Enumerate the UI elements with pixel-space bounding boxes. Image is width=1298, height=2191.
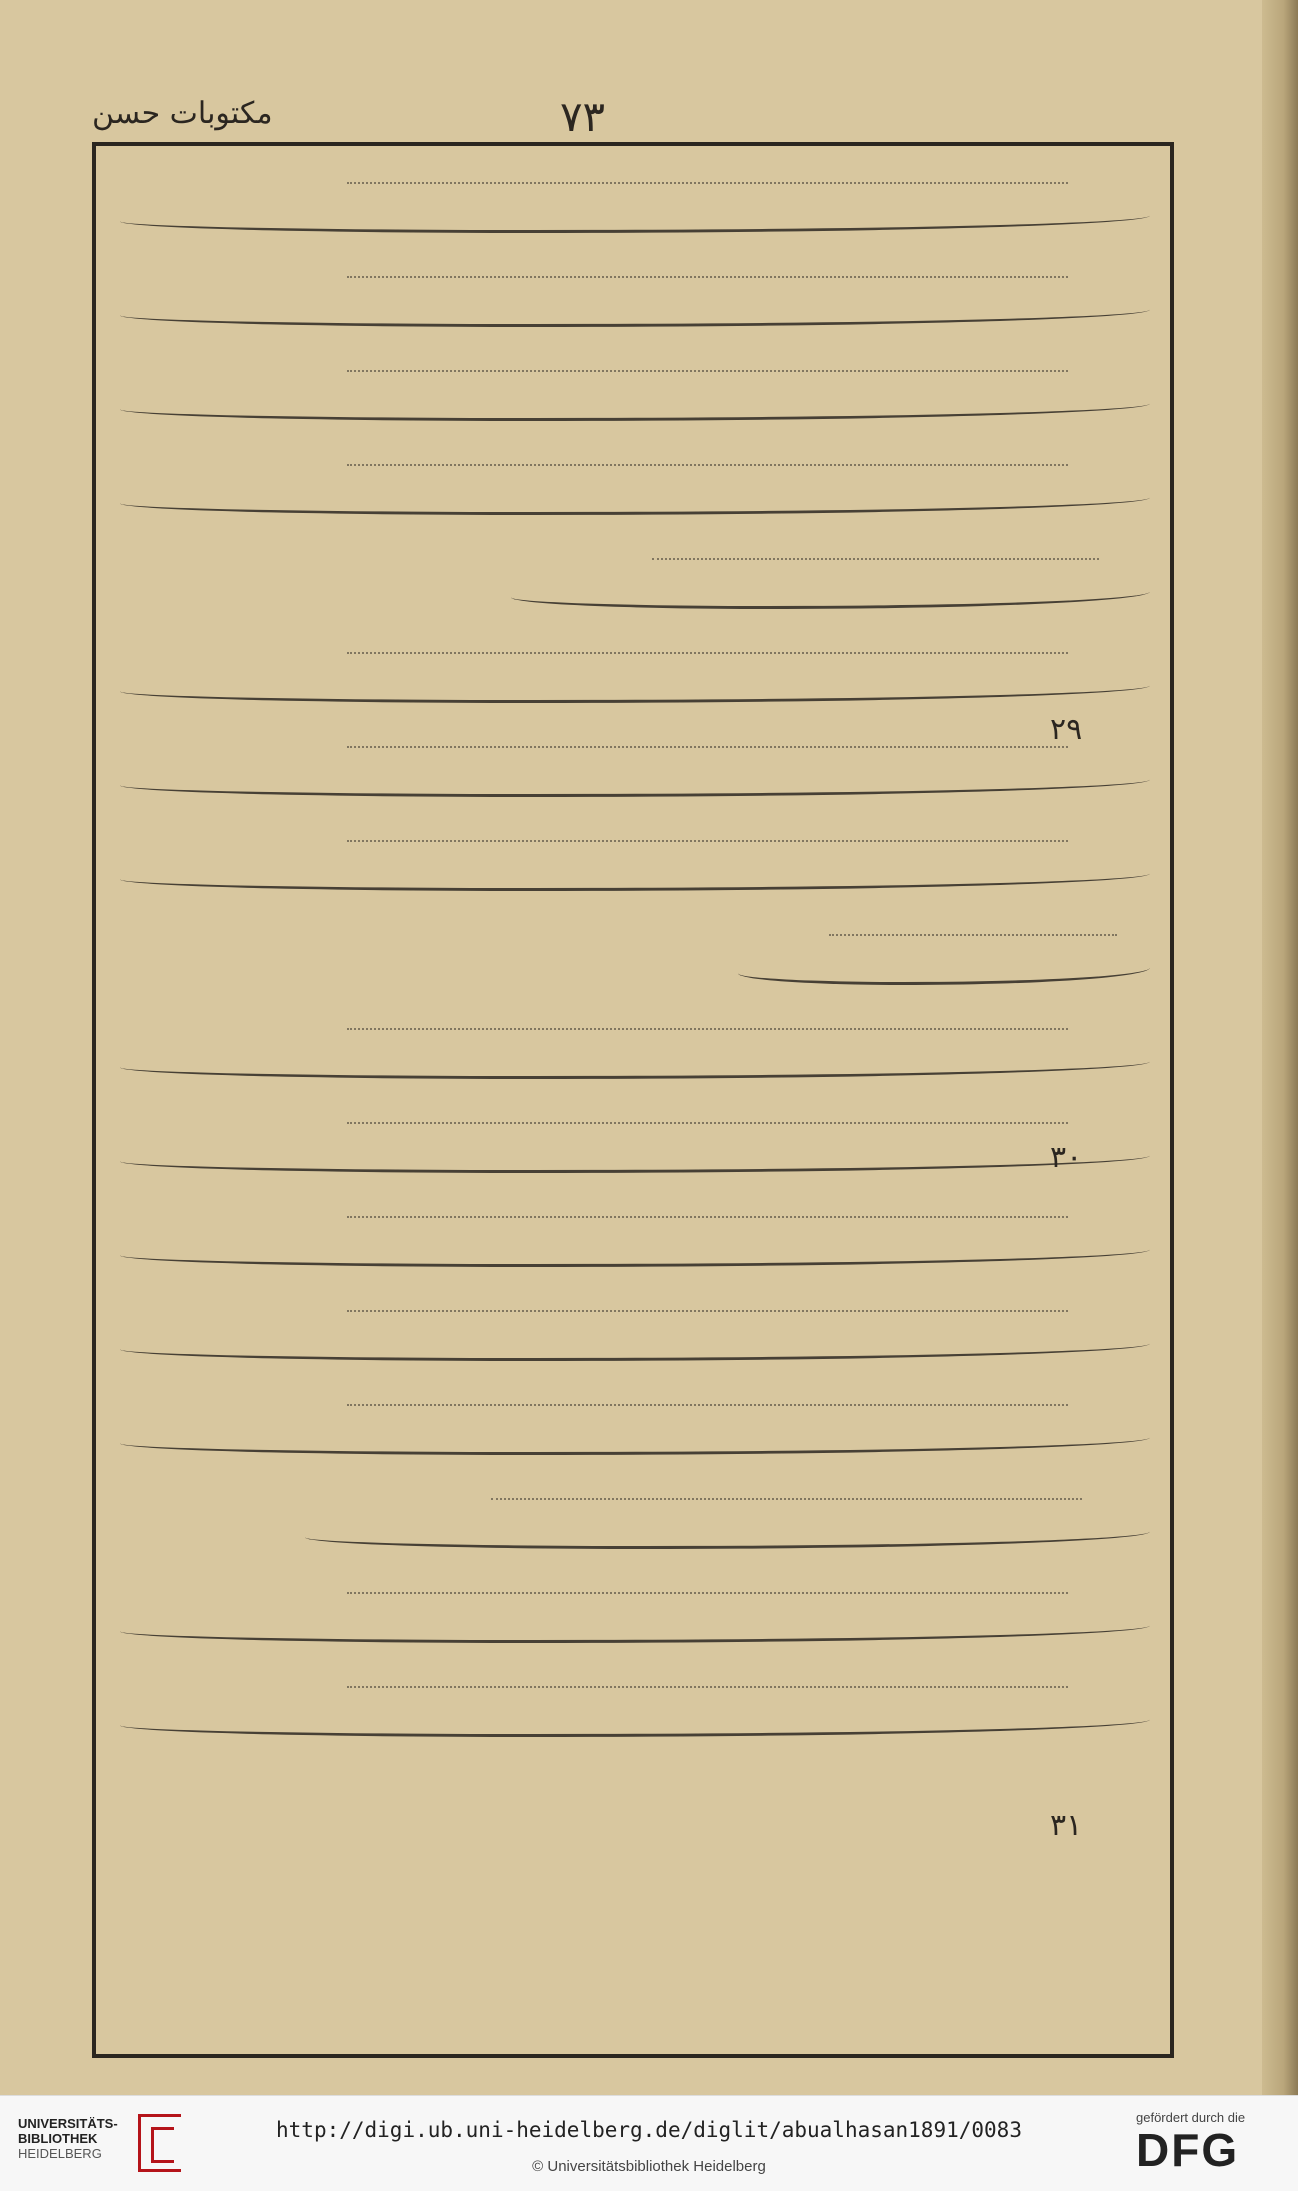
script-line: [120, 640, 1150, 734]
funding-caption: gefördert durch die: [1136, 2110, 1246, 2125]
script-line: [120, 1110, 1150, 1204]
script-line: [120, 264, 1150, 358]
permalink-url[interactable]: http://digi.ub.uni-heidelberg.de/diglit/abualhasan1891/0083: [276, 2118, 1022, 2142]
library-name-line1: UNIVERSITÄTS-: [18, 2116, 118, 2131]
page-number: ۷۳: [560, 92, 606, 141]
script-line: [120, 734, 1150, 828]
copyright-notice: © Universitätsbibliothek Heidelberg: [532, 2158, 766, 2175]
script-line: [120, 1298, 1150, 1392]
script-line: [120, 1674, 1150, 1768]
script-line: [120, 1016, 1150, 1110]
script-line: [120, 1580, 1150, 1674]
dfg-logo: DFG: [1136, 2124, 1240, 2176]
handwritten-text-block: [120, 170, 1150, 1768]
library-name-line2: BIBLIOTHEK: [18, 2131, 98, 2146]
running-head: مکتوبات حسن: [92, 96, 273, 131]
script-line: [120, 1204, 1150, 1298]
script-line: [120, 828, 1150, 922]
letter-number: ۳۰: [1050, 1140, 1083, 1175]
script-line: [120, 170, 1150, 264]
digitization-footer: [0, 2095, 1298, 2191]
script-line: [120, 922, 1150, 1016]
page-edge: [1262, 0, 1298, 2095]
script-line: [120, 358, 1150, 452]
script-line: [120, 452, 1150, 546]
script-line: [120, 1486, 1150, 1580]
library-city: HEIDELBERG: [18, 2146, 102, 2161]
letter-number: ۳۱: [1050, 1808, 1083, 1843]
letter-number: ۲۹: [1050, 712, 1083, 747]
funding-block[interactable]: [1136, 2110, 1276, 2175]
script-line: [120, 546, 1150, 640]
script-line: [120, 1392, 1150, 1486]
